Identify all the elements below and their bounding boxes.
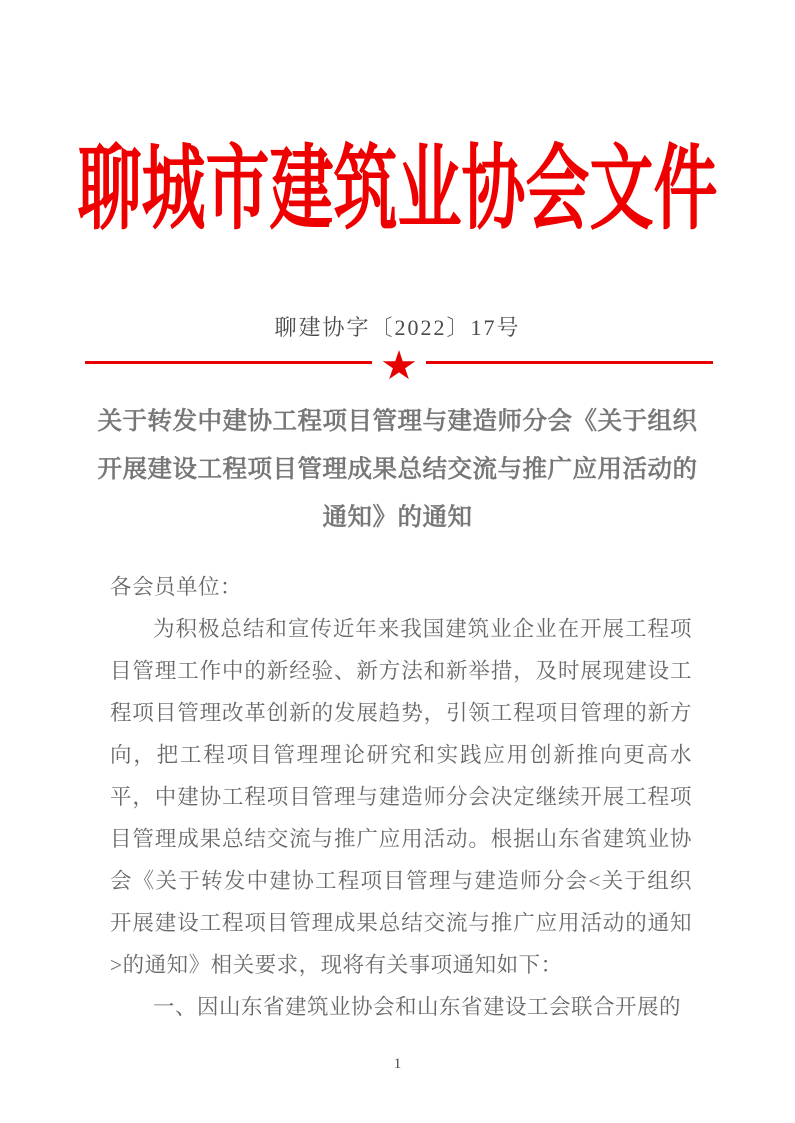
body-paragraph: 一、因山东省建筑业协会和山东省建设工会联合开展的 [153,995,682,1019]
notice-title-line-2: 开展建设工程项目管理成果总结交流与推广应用活动的 [97,456,698,483]
document-body [110,566,692,1028]
notice-title-line-3: 通知》的通知 [322,504,473,531]
notice-title-line-1: 关于转发中建协工程项目管理与建造师分会《关于组织 [97,408,698,435]
doc-number: 聊建协字〔2022〕17号 [274,315,521,340]
page-number: 1 [393,1056,402,1072]
red-divider [85,350,713,384]
red-star-icon [382,350,416,382]
body-paragraph: 为积极总结和宣传近年来我国建筑业企业在开展工程项目管理工作中的新经验、新方法和新举措，及时展现建设工程项目管理改革创新的发展趋势，引领工程项目管理的新方向，把工程项目管理理论研究和实践应用创新推向更高水平，中建协工程项目管理与建造师分会决定继续开展工程项目管理成果总结交流与推广应用活动。根据山东省建筑业协会《关于转发中建协工程项目管理与建造师分会<关于组织开展建设工程项目管理成果总结交流与推广应用活动的通知>的通知》相关要求，现将有关事项通知如下： [110,617,692,977]
red-divider-line-left [85,361,372,364]
org-header-title: 聊城市建筑业协会文件 [77,137,718,241]
red-divider-line-right [426,361,713,364]
notice-title [50,398,745,542]
salutation: 各会员单位： [110,575,243,599]
